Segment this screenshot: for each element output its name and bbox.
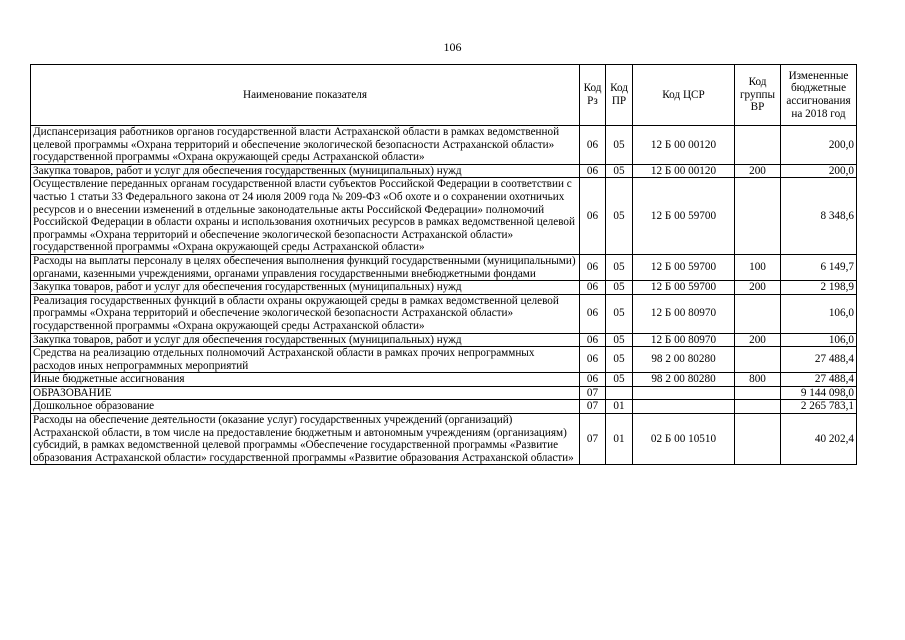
cell-csr: 12 Б 00 59700 bbox=[633, 178, 735, 255]
table-row bbox=[31, 164, 857, 178]
page-number: 106 bbox=[443, 40, 462, 54]
cell-vr: 200 bbox=[735, 164, 781, 178]
header-vr: Код группы ВР bbox=[735, 65, 781, 126]
cell-vr bbox=[735, 178, 781, 255]
cell-pr: 01 bbox=[606, 414, 633, 465]
cell-name: Расходы на выплаты персоналу в целях обеспечения выполнения функций государственными (муниципальными) органами, казенными учреждениями, органами управления государственными внебюджетными фондами bbox=[31, 254, 580, 280]
table-row bbox=[31, 400, 857, 414]
budget-table bbox=[30, 64, 857, 465]
cell-vr bbox=[735, 386, 781, 400]
cell-sum: 2 265 783,1 bbox=[781, 400, 857, 414]
cell-pr: 05 bbox=[606, 126, 633, 165]
cell-pr: 05 bbox=[606, 254, 633, 280]
cell-name: Расходы на обеспечение деятельности (оказание услуг) государственных учреждений (организаций) Астраханской области, в том числе на предоставление бюджетным и автономным учреждениям (организациям) субсидий, в рамках ведомственной целевой программы «Обеспечение государственной программы «Развитие образования Астраханской области» государственной программы «Развитие образования Астраханской области» bbox=[31, 414, 580, 465]
header-csr: Код ЦСР bbox=[633, 65, 735, 126]
cell-name: Осуществление переданных органам государственной власти субъектов Российской Федерации в соответствии с частью 1 статьи 33 Федерального закона от 24 июля 2009 года № 209-ФЗ «Об охоте и о сохранении охотничьих ресурсов и о внесении изменений в отдельные законодательные акты Российской Федерации» полномочий Российской Федерации в области охраны и использования охотничьих ресурсов в рамках ведомственной целевой программы «Охрана территорий и обеспечение экологической безопасности Астраханской области» государственной программы «Охрана окружающей среды Астраханской области» bbox=[31, 178, 580, 255]
cell-vr bbox=[735, 294, 781, 333]
table-row bbox=[31, 414, 857, 465]
table-header bbox=[31, 65, 857, 126]
cell-pr: 01 bbox=[606, 400, 633, 414]
cell-name: Закупка товаров, работ и услуг для обеспечения государственных (муниципальных) нужд bbox=[31, 333, 580, 347]
cell-sum: 27 488,4 bbox=[781, 347, 857, 373]
cell-name: Закупка товаров, работ и услуг для обеспечения государственных (муниципальных) нужд bbox=[31, 281, 580, 295]
cell-name: Закупка товаров, работ и услуг для обеспечения государственных (муниципальных) нужд bbox=[31, 164, 580, 178]
cell-sum: 200,0 bbox=[781, 126, 857, 165]
table-row bbox=[31, 386, 857, 400]
cell-rz: 06 bbox=[580, 333, 606, 347]
cell-pr: 05 bbox=[606, 333, 633, 347]
cell-csr: 12 Б 00 00120 bbox=[633, 126, 735, 165]
cell-vr bbox=[735, 347, 781, 373]
table-row bbox=[31, 254, 857, 280]
table-row bbox=[31, 281, 857, 295]
cell-name: ОБРАЗОВАНИЕ bbox=[31, 386, 580, 400]
cell-rz: 07 bbox=[580, 400, 606, 414]
cell-rz: 06 bbox=[580, 164, 606, 178]
cell-sum: 40 202,4 bbox=[781, 414, 857, 465]
cell-csr: 02 Б 00 10510 bbox=[633, 414, 735, 465]
cell-name: Иные бюджетные ассигнования bbox=[31, 373, 580, 387]
cell-rz: 07 bbox=[580, 414, 606, 465]
table-row bbox=[31, 126, 857, 165]
cell-rz: 07 bbox=[580, 386, 606, 400]
cell-name: Диспансеризация работников органов государственной власти Астраханской области в рамках ведомственной целевой программы «Охрана территорий и обеспечение экологической безопасности Астраханской области» государственной программы «Охрана окружающей среды Астраханской области» bbox=[31, 126, 580, 165]
cell-csr: 98 2 00 80280 bbox=[633, 373, 735, 387]
cell-vr bbox=[735, 400, 781, 414]
cell-csr: 12 Б 00 00120 bbox=[633, 164, 735, 178]
cell-sum: 9 144 098,0 bbox=[781, 386, 857, 400]
cell-name: Реализация государственных функций в области охраны окружающей среды в рамках ведомственной целевой программы «Охрана территорий и обеспечение экологической безопасности Астраханской области» государственной программы «Охрана окружающей среды Астраханской области» bbox=[31, 294, 580, 333]
cell-sum: 8 348,6 bbox=[781, 178, 857, 255]
cell-vr bbox=[735, 414, 781, 465]
cell-vr: 100 bbox=[735, 254, 781, 280]
cell-csr bbox=[633, 400, 735, 414]
cell-csr: 12 Б 00 59700 bbox=[633, 254, 735, 280]
cell-pr: 05 bbox=[606, 347, 633, 373]
header-pr: Код ПР bbox=[606, 65, 633, 126]
cell-rz: 06 bbox=[580, 254, 606, 280]
cell-pr: 05 bbox=[606, 164, 633, 178]
cell-sum: 2 198,9 bbox=[781, 281, 857, 295]
cell-rz: 06 bbox=[580, 126, 606, 165]
cell-csr: 12 Б 00 80970 bbox=[633, 333, 735, 347]
cell-rz: 06 bbox=[580, 373, 606, 387]
table-body bbox=[31, 126, 857, 465]
cell-sum: 106,0 bbox=[781, 333, 857, 347]
cell-csr bbox=[633, 386, 735, 400]
header-rz: Код Рз bbox=[580, 65, 606, 126]
cell-pr: 05 bbox=[606, 281, 633, 295]
cell-sum: 6 149,7 bbox=[781, 254, 857, 280]
table-row bbox=[31, 347, 857, 373]
table-row bbox=[31, 333, 857, 347]
cell-vr: 200 bbox=[735, 333, 781, 347]
header-name: Наименование показателя bbox=[31, 65, 580, 126]
cell-csr: 12 Б 00 59700 bbox=[633, 281, 735, 295]
cell-pr bbox=[606, 386, 633, 400]
header-sum: Измененные бюджетные ассигнования на 2018 год bbox=[781, 65, 857, 126]
cell-vr: 200 bbox=[735, 281, 781, 295]
cell-pr: 05 bbox=[606, 294, 633, 333]
cell-vr bbox=[735, 126, 781, 165]
cell-rz: 06 bbox=[580, 294, 606, 333]
cell-name: Дошкольное образование bbox=[31, 400, 580, 414]
cell-pr: 05 bbox=[606, 373, 633, 387]
cell-rz: 06 bbox=[580, 281, 606, 295]
cell-rz: 06 bbox=[580, 347, 606, 373]
header-row bbox=[31, 65, 857, 126]
cell-pr: 05 bbox=[606, 178, 633, 255]
cell-sum: 106,0 bbox=[781, 294, 857, 333]
cell-sum: 27 488,4 bbox=[781, 373, 857, 387]
cell-name: Средства на реализацию отдельных полномочий Астраханской области в рамках прочих непрограммных расходов иных непрограммных мероприятий bbox=[31, 347, 580, 373]
table-row bbox=[31, 178, 857, 255]
cell-sum: 200,0 bbox=[781, 164, 857, 178]
cell-vr: 800 bbox=[735, 373, 781, 387]
cell-rz: 06 bbox=[580, 178, 606, 255]
table-row bbox=[31, 294, 857, 333]
cell-csr: 12 Б 00 80970 bbox=[633, 294, 735, 333]
cell-csr: 98 2 00 80280 bbox=[633, 347, 735, 373]
table-row bbox=[31, 373, 857, 387]
